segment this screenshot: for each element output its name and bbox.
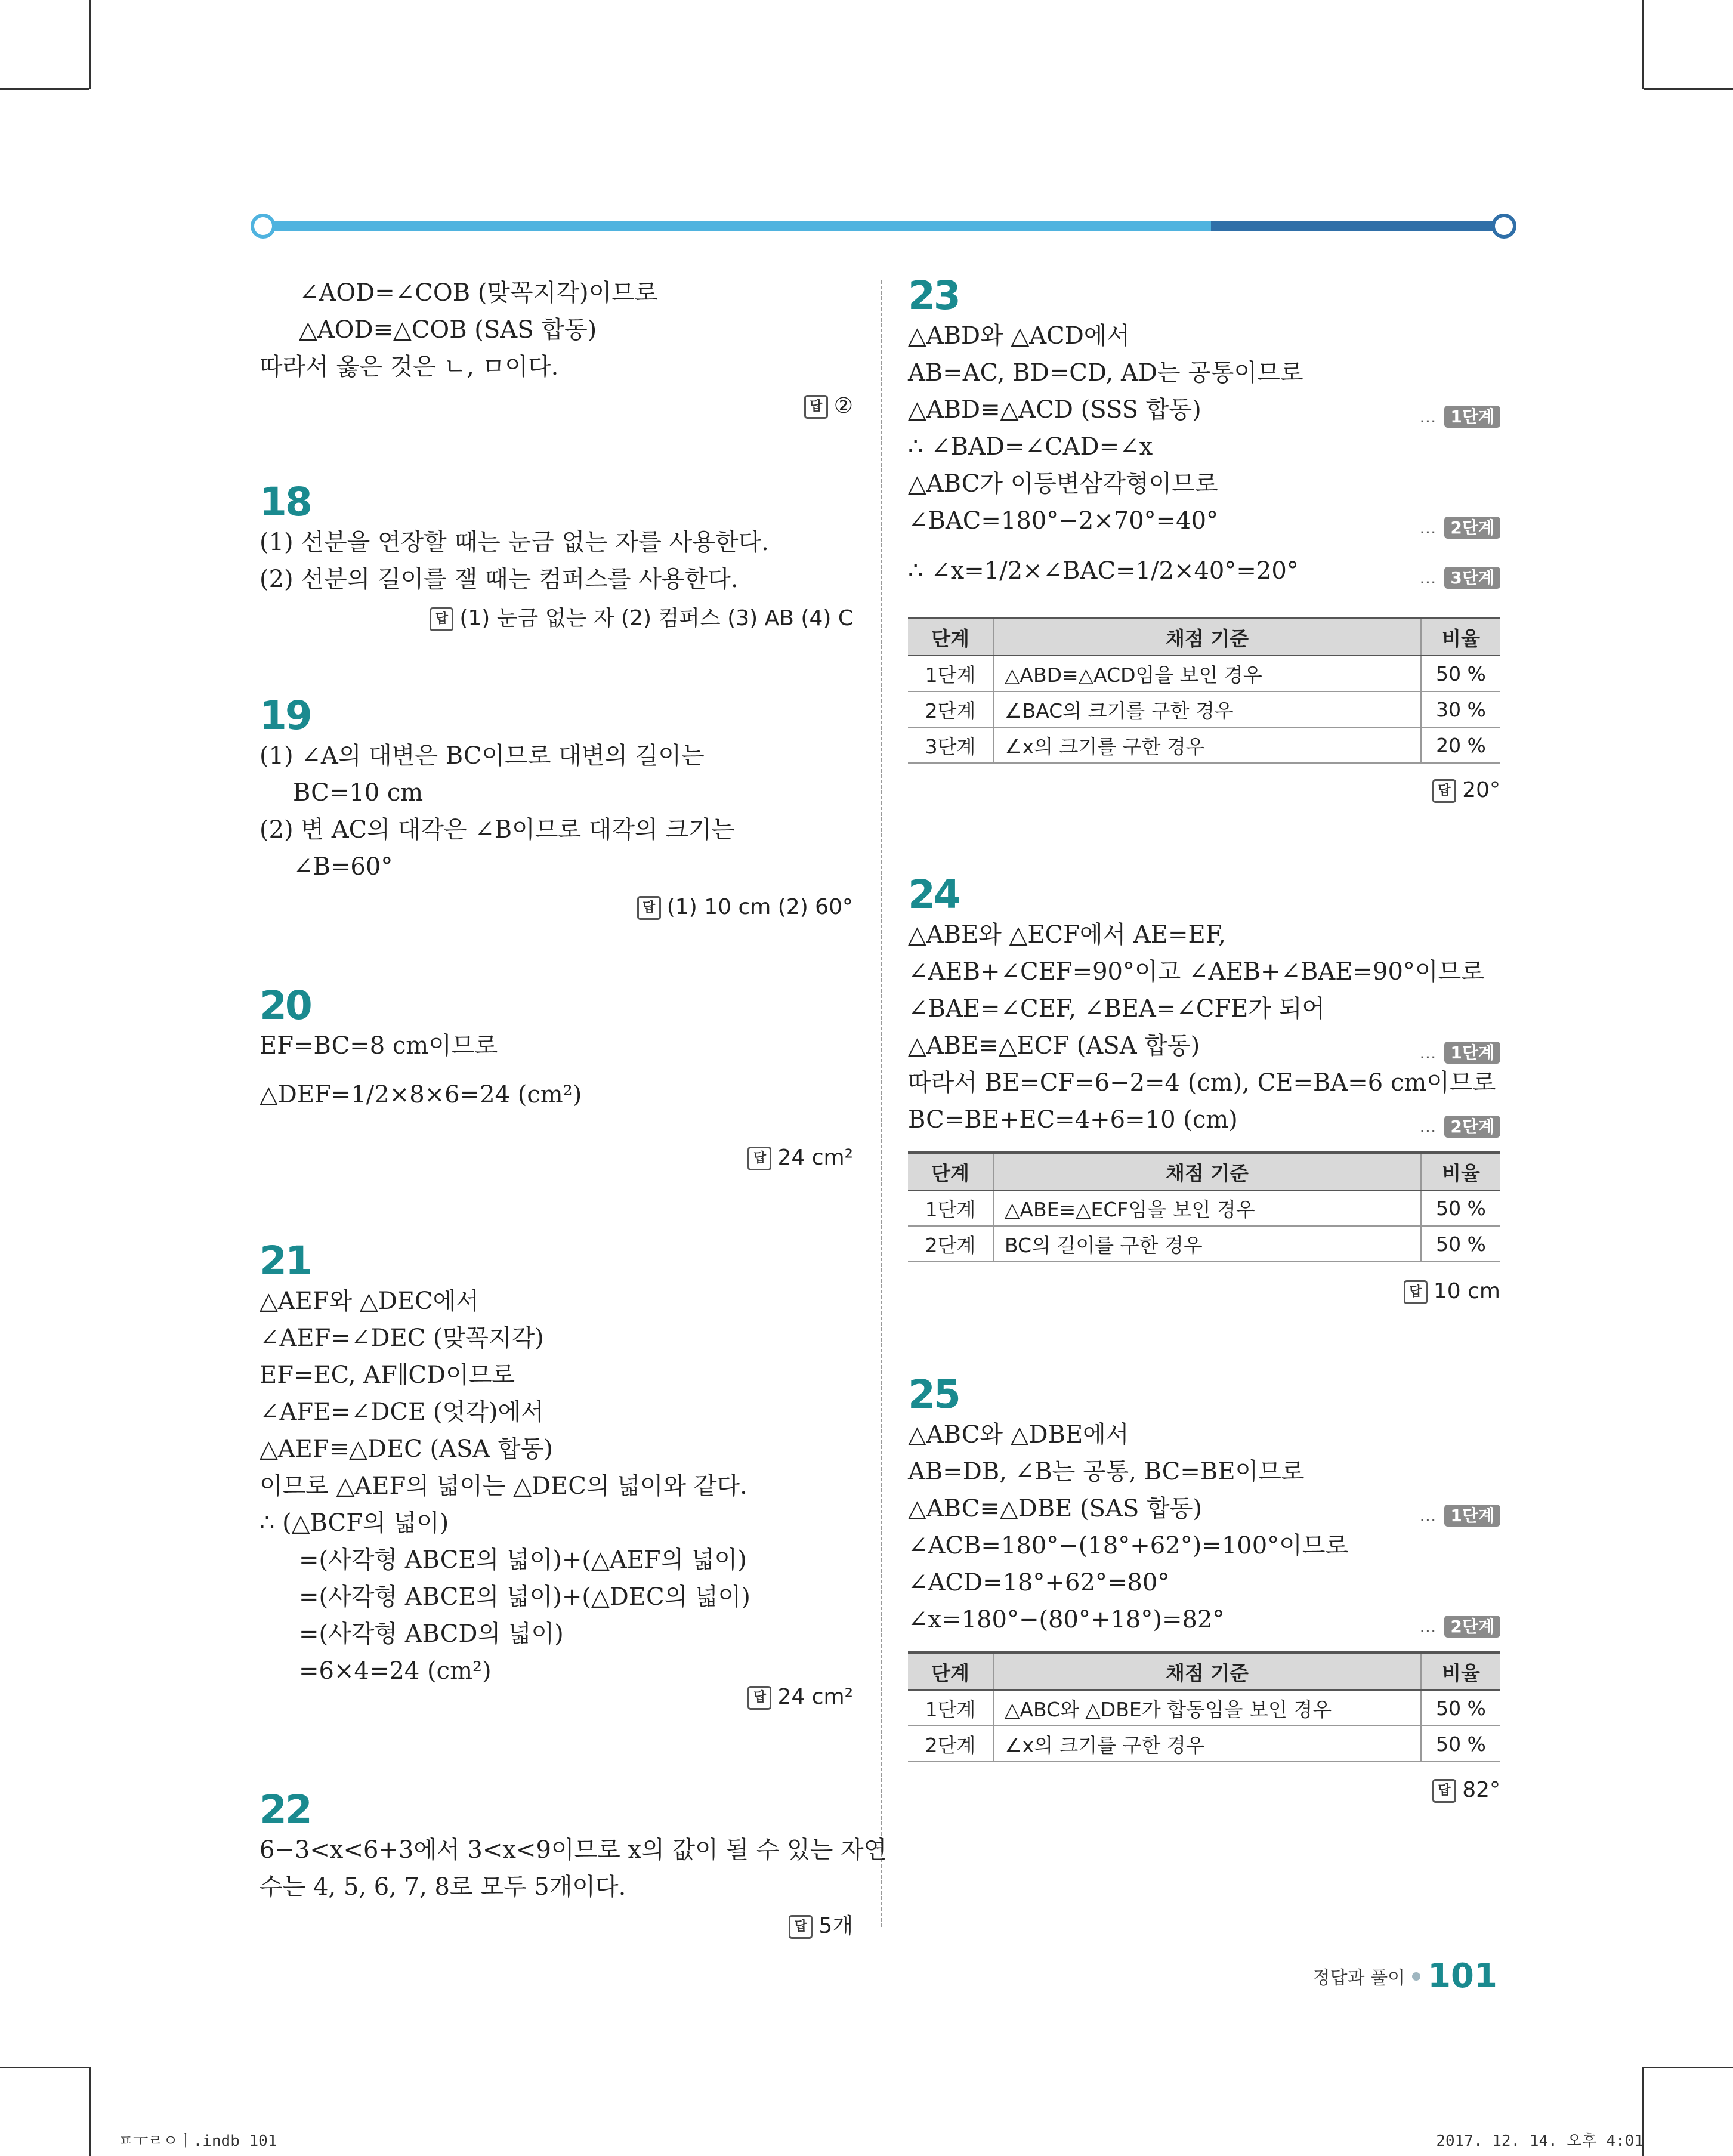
table-header: 채점 기준 — [993, 1652, 1421, 1690]
print-file-info: ㅍㅜㄹㅇㅣ.indb 101 — [118, 2132, 277, 2150]
solution-line: 따라서 옳은 것은 ㄴ, ㅁ이다. — [260, 353, 559, 381]
crop-mark — [0, 2067, 89, 2068]
header-dot-left — [251, 214, 276, 239]
step-tag: … 1단계 — [1419, 399, 1500, 435]
solution-line: BC=10 cm — [293, 779, 424, 807]
solution-line: EF=BC=8 cm이므로 — [260, 1032, 498, 1060]
problem-number: 21 — [260, 1238, 311, 1284]
solution-line: ∴ ∠x=1/2×∠BAC=1/2×40°=20° … 3단계 — [908, 552, 1500, 589]
answer-22: 답 5개 — [789, 1911, 853, 1941]
problem-17-continued — [260, 274, 853, 385]
problem-22 — [260, 1787, 887, 1905]
solution-line: ∠ACD=18°+62°=80° — [908, 1569, 1170, 1596]
page-number: 101 — [1428, 1957, 1497, 1996]
solution-line: BC=BE+EC=4+6=10 (cm) … 2단계 — [908, 1101, 1500, 1138]
problem-24 — [908, 873, 1500, 1138]
problem-number: 19 — [260, 693, 311, 739]
footer-title: 정답과 풀이 — [1312, 1967, 1405, 1989]
solution-line: ∠AEF=∠DEC (맞꼭지각) — [260, 1324, 544, 1352]
solution-line: △ABE≡△ECF (ASA 합동) … 1단계 — [908, 1027, 1500, 1064]
solution-line: ∠x=180°−(80°+18°)=82° … 2단계 — [908, 1601, 1500, 1638]
step-tag: … 1단계 — [1419, 1034, 1500, 1071]
solution-line: △ABC와 △DBE에서 — [908, 1421, 1129, 1448]
crop-mark — [1644, 88, 1733, 90]
problem-23 — [908, 274, 1500, 589]
footer-dot — [1412, 1972, 1420, 1981]
table-header: 단계 — [908, 1652, 993, 1690]
solution-line: ∠AOD=∠COB (맞꼭지각)이므로 — [299, 279, 658, 307]
solution-line: 이므로 △AEF의 넓이는 △DEC의 넓이와 같다. — [260, 1472, 747, 1500]
problem-19 — [260, 694, 853, 885]
table-header: 채점 기준 — [993, 618, 1421, 656]
crop-mark — [1644, 2067, 1733, 2068]
step-tag: … 3단계 — [1419, 560, 1500, 597]
table-header: 채점 기준 — [993, 1153, 1421, 1190]
problem-number: 24 — [908, 872, 959, 918]
table-row: 1단계 △ABE≡△ECF임을 보인 경우 50 % — [908, 1190, 1500, 1226]
problem-number: 20 — [260, 983, 311, 1028]
table-header: 비율 — [1421, 1153, 1500, 1190]
solution-line: △ABD≡△ACD (SSS 합동) … 1단계 — [908, 391, 1500, 428]
solution-line: (2) 선분의 길이를 잴 때는 컴퍼스를 사용한다. — [260, 566, 739, 593]
column-divider — [881, 280, 882, 1927]
answer-17: 답 ② — [804, 391, 853, 421]
table-row: 2단계 ∠BAC의 크기를 구한 경우 30 % — [908, 691, 1500, 727]
table-row: 1단계 △ABC와 △DBE가 합동임을 보인 경우 50 % — [908, 1690, 1500, 1726]
problem-20 — [260, 984, 853, 1113]
answer-18: 답 (1) 눈금 없는 자 (2) 컴퍼스 (3) AB (4) C — [430, 604, 853, 634]
table-header: 단계 — [908, 1153, 993, 1190]
problem-number: 18 — [260, 479, 311, 525]
answer-24: 답 10 cm — [1404, 1277, 1500, 1306]
table-row: 2단계 BC의 길이를 구한 경우 50 % — [908, 1226, 1500, 1262]
answer-19: 답 (1) 10 cm (2) 60° — [637, 892, 853, 922]
print-date-info: 2017. 12. 14. 오후 4:01 — [1436, 2132, 1644, 2150]
answer-icon: 답 — [1432, 779, 1456, 803]
solution-line: =(사각형 ABCD의 넓이) — [299, 1620, 564, 1648]
solution-line: △AOD≡△COB (SAS 합동) — [299, 316, 597, 344]
solution-line: ∠ACB=180°−(18°+62°)=100°이므로 — [908, 1532, 1349, 1559]
table-row: 2단계 ∠x의 크기를 구한 경우 50 % — [908, 1726, 1500, 1762]
answer-icon: 답 — [1404, 1280, 1428, 1304]
step-tag: … 2단계 — [1419, 1108, 1500, 1145]
table-header: 단계 — [908, 618, 993, 656]
answer-icon: 답 — [637, 896, 661, 920]
solution-line: EF=EC, AF∥CD이므로 — [260, 1361, 515, 1389]
table-header: 비율 — [1421, 618, 1500, 656]
answer-icon: 답 — [430, 607, 453, 631]
problem-number: 23 — [908, 273, 959, 319]
step-tag: … 2단계 — [1419, 1608, 1500, 1645]
solution-line: △AEF≡△DEC (ASA 합동) — [260, 1435, 553, 1463]
solution-line: 따라서 BE=CF=6−2=4 (cm), CE=BA=6 cm이므로 — [908, 1069, 1496, 1096]
solution-line: (2) 변 AC의 대각은 ∠B이므로 대각의 크기는 — [260, 816, 735, 844]
crop-mark — [0, 88, 89, 90]
solution-line: △ABE와 △ECF에서 AE=EF, — [908, 921, 1226, 949]
solution-line: (1) ∠A의 대변은 BC이므로 대변의 길이는 — [260, 742, 705, 770]
answer-25: 답 82° — [1432, 1775, 1500, 1805]
problem-25 — [908, 1373, 1500, 1638]
problem-number: 25 — [908, 1372, 959, 1417]
problem-18 — [260, 481, 853, 598]
answer-21: 답 24 cm² — [747, 1682, 853, 1712]
solution-line: AB=DB, ∠B는 공통, BC=BE이므로 — [908, 1458, 1305, 1485]
answer-icon: 답 — [747, 1686, 771, 1710]
answer-icon: 답 — [804, 395, 828, 419]
step-tag: … 2단계 — [1419, 509, 1500, 546]
problem-21 — [260, 1240, 853, 1689]
header-dot-right — [1491, 214, 1516, 239]
solution-line: AB=AC, BD=CD, AD는 공통이므로 — [908, 359, 1303, 387]
answer-icon: 답 — [747, 1147, 771, 1170]
table-row: 3단계 ∠x의 크기를 구한 경우 20 % — [908, 727, 1500, 763]
header-bar-right — [1211, 221, 1497, 231]
solution-line: =(사각형 ABCE의 넓이)+(△AEF의 넓이) — [299, 1546, 747, 1574]
solution-line: ∠B=60° — [293, 853, 393, 881]
crop-mark — [1642, 0, 1644, 89]
answer-23: 답 20° — [1432, 776, 1500, 805]
solution-line: 수는 4, 5, 6, 7, 8로 모두 5개이다. — [260, 1873, 626, 1901]
solution-line: ∴ (△BCF의 넓이) — [260, 1509, 449, 1537]
scoring-table-23 — [908, 617, 1500, 764]
answer-20: 답 24 cm² — [747, 1143, 853, 1173]
answer-icon: 답 — [1432, 1779, 1456, 1803]
answer-icon: 답 — [789, 1915, 813, 1939]
table-header: 비율 — [1421, 1652, 1500, 1690]
solution-line: =6×4=24 (cm²) — [299, 1657, 492, 1685]
scoring-table-25 — [908, 1651, 1500, 1762]
solution-line: ∠BAE=∠CEF, ∠BEA=∠CFE가 되어 — [908, 995, 1326, 1023]
solution-line: △ABC≡△DBE (SAS 합동) … 1단계 — [908, 1490, 1500, 1527]
scoring-table-24 — [908, 1151, 1500, 1262]
table-row: 1단계 △ABD≡△ACD임을 보인 경우 50 % — [908, 656, 1500, 691]
crop-mark — [89, 2067, 91, 2156]
solution-line: (1) 선분을 연장할 때는 눈금 없는 자를 사용한다. — [260, 529, 769, 556]
solution-line: =(사각형 ABCE의 넓이)+(△DEC의 넓이) — [299, 1583, 750, 1611]
solution-line: △AEF와 △DEC에서 — [260, 1287, 479, 1315]
page-footer — [1313, 1957, 1497, 1996]
solution-line: △ABD와 △ACD에서 — [908, 322, 1130, 350]
solution-line: 6−3<x<6+3에서 3<x<9이므로 x의 값이 될 수 있는 자연 — [260, 1836, 887, 1864]
solution-line: ∠AFE=∠DCE (엇각)에서 — [260, 1398, 544, 1426]
problem-number: 22 — [260, 1787, 311, 1833]
solution-line: △ABC가 이등변삼각형이므로 — [908, 470, 1218, 498]
solution-line: ∠BAC=180°−2×70°=40° … 2단계 — [908, 502, 1500, 539]
step-tag: … 1단계 — [1419, 1497, 1500, 1534]
header-bar — [251, 218, 1515, 234]
solution-line: ∴ ∠BAD=∠CAD=∠x — [908, 433, 1153, 461]
solution-line: △DEF=1/2×8×6=24 (cm²) — [260, 1081, 582, 1108]
crop-mark — [89, 0, 91, 89]
solution-line: ∠AEB+∠CEF=90°이고 ∠AEB+∠BAE=90°이므로 — [908, 958, 1484, 986]
